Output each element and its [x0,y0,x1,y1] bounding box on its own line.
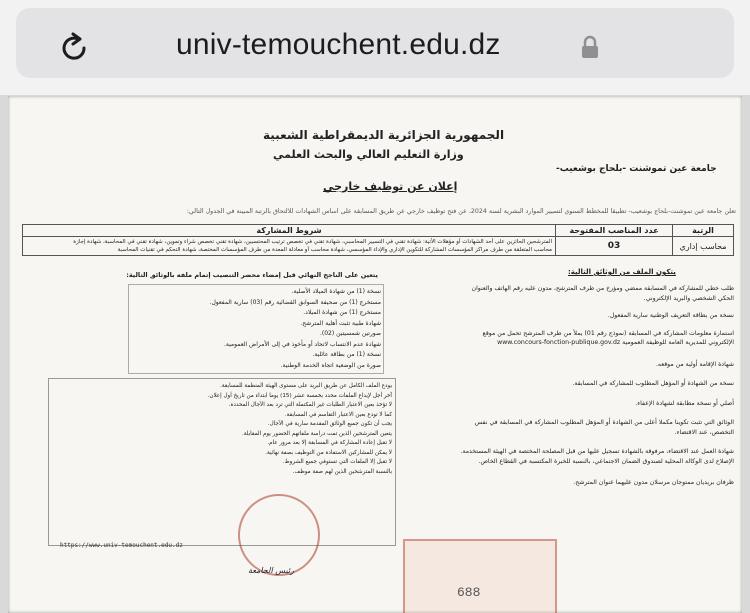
header-positions: عدد المناصب المفتوحة [556,225,673,237]
positions-table [22,224,734,256]
file-docs-list [386,284,734,488]
note-item: لا تقبل إعادة المشاركة في المسابقة إلا بعد مرور عام. [267,440,392,446]
announcement-title: إعلان عن توظيف خارجي [323,180,458,193]
browser-top-bar [0,0,750,95]
list-item: الحكي الشخصي والبريد الإلكتروني. [643,294,734,302]
note-item: لا تقبل إلا الملفات التي تستوفي جميع الشروط. [282,459,392,465]
republic-header: الجمهورية الجزائرية الديمقراطية الشعبية [263,128,505,142]
list-item: أصلي أو نسخة مطابقة لشهادة الإعفاء. [635,399,734,407]
list-item: نسخة من بطاقة التعريف الوطنية سارية المفعول. [607,312,734,319]
final-docs-heading: يتعين على الناجح النهائي قبل إمضاء محضر التنصيب إتمام ملفه بالوثائق التالية: [126,271,378,279]
header-grade: الرتبة [673,225,734,237]
document-page [8,96,742,613]
list-item: صورتين شمسيتين (02). [319,330,381,337]
note-item: آخر أجل لإيداع الملفات محدد بخمسة عشر (15) يوما ابتداء من تاريخ أول إعلان. [207,392,392,399]
list-item: ظرفان بريديان ممتوجان مرسلان مدون عليهما عنوان المترشح. [573,479,734,486]
list-item: الوثائق التي تثبت تكوينا مكملا أعلى من الشهادة أو المؤهل المطلوب المشاركة في المسابقة في نفس [474,419,734,426]
red-stamp [403,539,557,613]
url-text[interactable]: univ-temouchent.edu.dz [176,28,501,61]
note-item: بالنسبة المترشحين الذين لهم صفة موظف. [292,468,392,475]
intro-text: تعلن جامعة عين تموشنت-بلحاج بوشعيب- تطبيقا للمخطط السنوي لتسيير الموارد البشرية لسنة 2024، عن فتح توظيف خارجي عن طريق المسابقة على أساس الشهادات للالتحاق بالرتبة المبينة في الجدول التالي: [186,208,736,215]
note-item: لا تؤخذ بعين الاعتبار الطلبات غير المكتملة التي ترد بعد الآجال المحددة. [228,402,392,408]
address-bar[interactable] [16,8,734,78]
list-item: التخصص، عند الاقتضاء. [674,428,734,436]
cell-positions: 03 [556,237,673,256]
file-docs-heading: يتكون الملف من الوثائق التالية: [568,268,676,276]
list-item: نسخة (1) من شهادة الميلاد الأصلية. [291,288,381,295]
note-item: لا يمكن للمشاركين الاستفادة من التوظيف بصفة نهائية. [265,449,392,456]
stamp-number: 688 [457,585,481,600]
final-docs-list [128,284,384,374]
conditions-line-1: المترشحين الحائزين على أحد الشهادات أو مؤهلات الأتية: شهادة تقني في التسيير المحاسبي، شهادة تقني في تخصص ترتيب المحتسبين، شهادة تقني تخصص شراء وتموين، شهادة تقني في المحاسبة، شهادة إجازة [73,239,552,245]
table-row [23,237,734,256]
list-item: نسخة (1) من بطاقة عائلية. [312,351,381,358]
list-item: شهادة عدم الانتساب لاتحاد أو مأخوذ في إلى الأمراض العمومية. [223,340,381,348]
signature-title: رئيس الجامعة [248,566,294,575]
list-item: نسخة من الشهادة أو المؤهل المطلوب للمشاركة في المسابقة. [572,380,734,387]
university-name: جامعة عين تموشنت -بلحاج بوشعيب- [556,164,717,174]
list-item: شهادة العمل عند الاقتضاء، مرفوقة بالشهادة تسجيل عليها من قبل المصلحة المختصة في الهيئة المستخدمة. [460,448,734,455]
note-item: يودع الملف الكامل عن طريق البريد على مستوى الهيئة المنظمة للمسابقة. [219,383,392,389]
round-stamp [238,494,320,576]
list-item: صورة من الوضعية اتجاه الخدمة الوطنية. [280,361,381,369]
ministry-header: وزارة التعليم العالي والبحث العلمي [273,148,464,161]
cell-grade: محاسب إداري [673,237,734,256]
lock-icon [581,35,599,59]
note-item: يجب أن تكون جميع الوثائق المقدمة سارية في الآجال. [267,421,392,427]
list-item: شهادة الإقامة أولية من موقعه. [655,360,734,368]
list-item: شهادة طبية تثبت أهلية المترشح. [300,319,381,327]
list-item: الإصلاح لدى الوكالة المحلية لصندوق الضمان الاجتماعي، بالنسبة للخبرة المكتسبة في القطاع الخاص. [478,457,734,465]
conditions-line-2: محاسب المتعلقة من طرف مراكز المؤسسات المشاركة للتكوين الإداري والإداء المؤسسي، شهادة محاسب أو معادلة المعدة من طرف المؤسسات المختصة، شهادة التحكم في تقنيات المحاسبة [117,247,552,253]
notes-box [48,378,396,546]
note-item: كما لا تودع بعين الاعتبار التقاسم في المسابقة. [284,411,392,418]
reload-icon[interactable] [56,30,92,66]
cell-conditions [23,237,556,256]
list-item: طلب خطي للمشاركة في المسابقة ممضي ومؤرخ من طرف المترشح، مدون عليه رقم الهاتف والعنوان [471,285,734,292]
list-item: مستخرج (1) من شهادة الميلاد. [303,309,381,316]
note-item: يتعين المترشحين الذين تمت دراسة ملفاتهم الحضور يوم المقابلة. [241,430,392,437]
list-item: مستخرج (1) من صحيفة السوابق القضائية رقم (03) سارية المفعول. [209,298,381,306]
table-header-row [23,225,734,237]
list-item: الإلكتروني للمديرية العامة للوظيفة العمومية www.concours-fonction-publique.gov.dz [497,339,734,346]
header-conditions: شروط المشاركة [23,225,556,237]
list-item: استمارة معلومات المشاركة في المسابقة (نموذج رقم 01) يملأ من طرف المترشح تحمل من موقع [482,329,734,337]
website-link[interactable]: https://www.univ-temouchent.edu.dz [60,542,183,549]
